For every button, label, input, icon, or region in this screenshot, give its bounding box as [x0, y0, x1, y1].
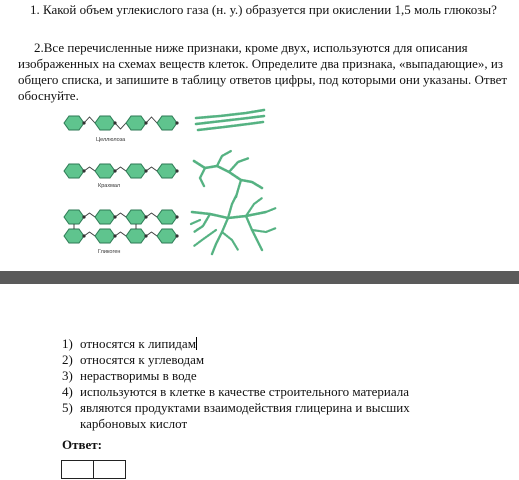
option-number: 3): [62, 368, 73, 383]
glucose-chain: [236, 180, 241, 197]
glucose-ring: [157, 210, 177, 224]
glucose-chain: [194, 230, 216, 246]
option-4: [62, 384, 482, 400]
glucose-chain: [228, 196, 236, 218]
glycosidic-bond: [84, 167, 95, 171]
option-text-continuation: карбоновых кислот: [80, 416, 188, 431]
cellulose-label: Целлюлоза: [96, 137, 126, 143]
glucose-ring: [157, 164, 177, 178]
glucose-ring: [95, 229, 115, 243]
glycosidic-bond: [115, 232, 126, 236]
glycosidic-bond: [115, 167, 126, 171]
glucose-ring: [95, 210, 115, 224]
page-divider: [0, 271, 519, 284]
glucose-ring: [126, 229, 146, 243]
question-2-text: 2.Все перечисленные ниже признаки, кроме двух, используются для описания изображенных на схемах веществ клеток. Определите два признака, «выпадающие», из общего списка, и запишите в таблицу ответов цифры, под которыми они указаны. Ответ обоснуйте.: [18, 40, 508, 103]
starch-molecule: [64, 164, 179, 178]
starch-branched-chain: [194, 151, 262, 197]
options-list: [62, 336, 482, 432]
glycogen-molecule: [64, 210, 179, 243]
glycogen-branched-chain: [191, 196, 276, 254]
oxygen-dot: [175, 121, 178, 124]
answer-label: Ответ:: [62, 437, 103, 452]
glucose-ring: [157, 116, 177, 130]
glucose-ring: [64, 116, 84, 130]
oxygen-dot: [175, 234, 178, 237]
glucose-ring: [64, 210, 84, 224]
starch-label: Крахмал: [98, 183, 121, 189]
answer-cell-1[interactable]: [62, 461, 94, 479]
option-2: [62, 352, 482, 368]
glycosidic-bond: [84, 117, 95, 123]
glycosidic-bond: [115, 213, 126, 217]
cellulose-fibers: [196, 110, 264, 130]
glucose-chain: [191, 220, 200, 224]
glucose-chain: [222, 232, 238, 250]
glycosidic-bond: [84, 232, 95, 236]
glucose-ring: [126, 116, 146, 130]
option-number: 1): [62, 336, 73, 351]
oxygen-dot: [175, 215, 178, 218]
glucose-chain: [200, 168, 205, 186]
answer-table: [61, 460, 126, 479]
question-1-text: Какой объем углекислого газа (н. у.) образуется при окислении 1,5 моль глюкозы?: [43, 2, 497, 17]
glucose-chain: [252, 228, 276, 232]
option-text: относятся к углеводам: [80, 352, 205, 367]
option-text: являются продуктами взаимодействия глицерина и высших: [80, 400, 410, 415]
option-1: [62, 336, 482, 352]
option-text: используются в клетке в качестве строительного материала: [80, 384, 410, 399]
option-3: [62, 368, 482, 384]
glucose-ring: [64, 229, 84, 243]
option-number: 2): [62, 352, 73, 367]
answer-cell-2[interactable]: [94, 461, 126, 479]
option-text: относятся к липидам: [80, 336, 196, 351]
glycosidic-bond: [146, 213, 157, 217]
option-number: 4): [62, 384, 73, 399]
option-text: нерастворимы в воде: [80, 368, 197, 383]
glycosidic-bond: [146, 167, 157, 171]
option-number: 5): [62, 400, 73, 415]
glucose-chain: [229, 158, 249, 172]
glucose-ring: [126, 164, 146, 178]
glucose-chain: [266, 208, 276, 212]
glycogen-label: Гликоген: [98, 249, 121, 255]
question-1: [18, 2, 518, 18]
glycosidic-bond: [115, 123, 126, 129]
glucose-ring: [126, 210, 146, 224]
cellulose-molecule: [64, 116, 179, 130]
glucose-chain: [217, 151, 231, 166]
glycosidic-bond: [84, 213, 95, 217]
oxygen-dot: [175, 169, 178, 172]
glycosidic-bond: [146, 117, 157, 123]
text-cursor: [196, 337, 197, 350]
glucose-ring: [95, 164, 115, 178]
question-1-number: 1.: [30, 2, 40, 17]
glucose-ring: [157, 229, 177, 243]
option-5: [62, 400, 482, 432]
glucose-ring: [95, 116, 115, 130]
glucose-ring: [64, 164, 84, 178]
polysaccharide-diagram: [0, 100, 300, 270]
glucose-chain: [194, 214, 210, 232]
glucose-chain: [246, 216, 262, 250]
glycosidic-bond: [146, 232, 157, 236]
question-2: [18, 40, 514, 104]
